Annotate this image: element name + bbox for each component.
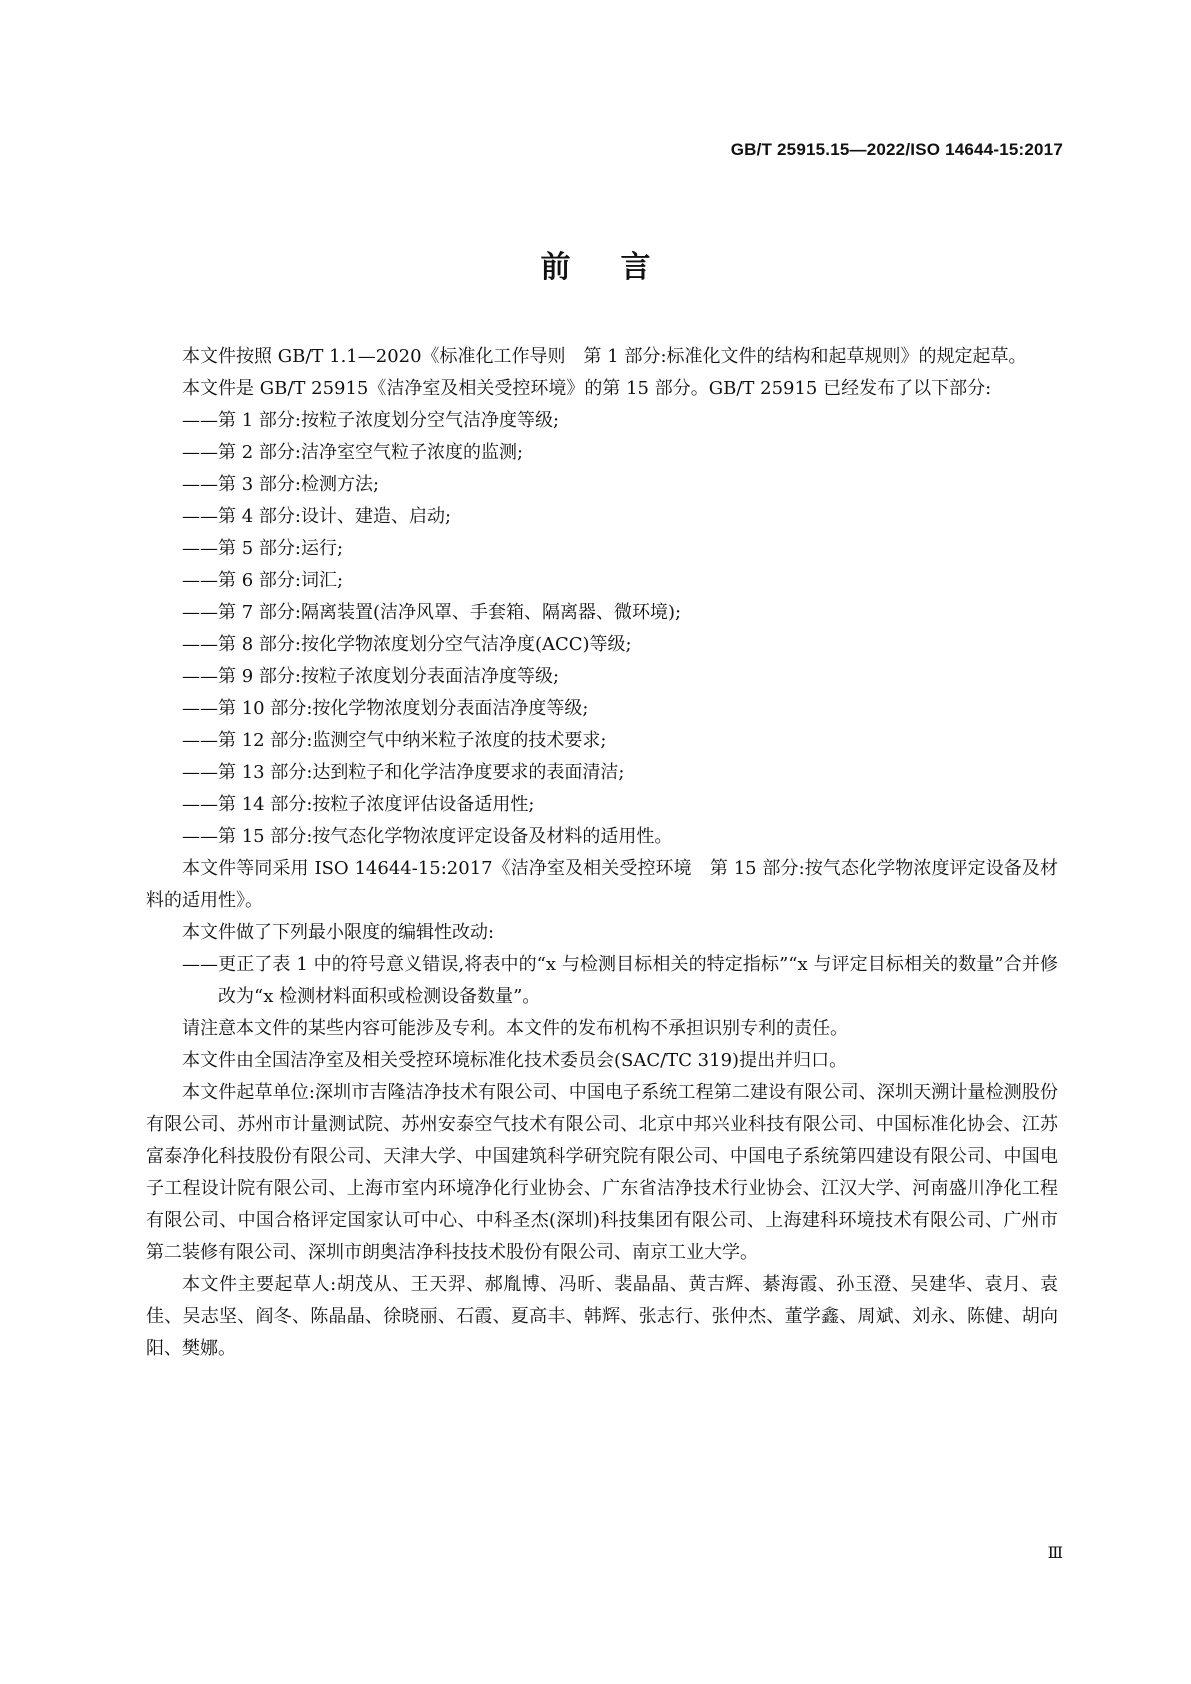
list-item: ——第 4 部分:设计、建造、启动; [182, 506, 452, 527]
list-item: ——第 12 部分:监测空气中纳米粒子浓度的技术要求; [182, 730, 607, 751]
standard-code-header: GB/T 25915.15—2022/ISO 14644-15:2017 [730, 140, 1063, 159]
page-title: 前言 [540, 250, 701, 285]
list-item: ——第 6 部分:词汇; [182, 570, 344, 591]
paragraph-equivalence: 本文件等同采用 ISO 14644-15:2017《洁净室及相关受控环境 第 15 部分:按气态化学物浓度评定设备及材料的适用性》。 [146, 858, 1058, 911]
parts-list [146, 405, 1058, 853]
list-item: ——第 14 部分:按粒子浓度评估设备适用性; [182, 794, 535, 815]
paragraph-editorial-changes: 本文件做了下列最小限度的编辑性改动: [182, 922, 495, 943]
paragraph-committee: 本文件由全国洁净室及相关受控环境标准化技术委员会(SAC/TC 319)提出并归口。 [182, 1050, 848, 1071]
paragraph-series-intro: 本文件是 GB/T 25915《洁净室及相关受控环境》的第 15 部分。GB/T 25915 已经发布了以下部分: [182, 378, 992, 399]
list-item: ——第 15 部分:按气态化学物浓度评定设备及材料的适用性。 [182, 826, 673, 847]
list-item: ——第 7 部分:隔离装置(洁净风罩、手套箱、隔离器、微环境); [182, 602, 682, 623]
paragraph-patent-notice: 请注意本文件的某些内容可能涉及专利。本文件的发布机构不承担识别专利的责任。 [182, 1018, 848, 1039]
list-item: ——第 8 部分:按化学物浓度划分空气洁净度(ACC)等级; [182, 634, 632, 655]
list-item: ——更正了表 1 中的符号意义错误,将表中的“x 与检测目标相关的特定指标”“x 与评定目标相关的数量”合并修改为“x 检测材料面积或检测设备数量”。 [182, 954, 1058, 1007]
list-item: ——第 2 部分:洁净室空气粒子浓度的监测; [182, 442, 524, 463]
list-item: ——第 9 部分:按粒子浓度划分表面洁净度等级; [182, 666, 560, 687]
list-item: ——第 3 部分:检测方法; [182, 474, 380, 495]
changes-list [146, 949, 1058, 1013]
list-item: ——第 5 部分:运行; [182, 538, 344, 559]
foreword-body [146, 341, 1058, 1365]
list-item: ——第 13 部分:达到粒子和化学洁净度要求的表面清洁; [182, 762, 625, 783]
paragraph-drafters: 本文件主要起草人:胡茂从、王天羿、郝胤博、冯昕、裴晶晶、黄吉辉、綦海霞、孙玉澄、吴建华、袁月、袁佳、吴志坚、阎冬、陈晶晶、徐晓丽、石霞、夏高丰、韩辉、张志行、张仲杰、董学鑫、周斌、刘永、陈健、胡向阳、樊娜。 [146, 1274, 1058, 1359]
list-item: ——第 10 部分:按化学物浓度划分表面洁净度等级; [182, 698, 589, 719]
page-number: Ⅲ [1047, 1543, 1063, 1562]
list-item: ——第 1 部分:按粒子浓度划分空气洁净度等级; [182, 410, 560, 431]
paragraph-drafting-units: 本文件起草单位:深圳市吉隆洁净技术有限公司、中国电子系统工程第二建设有限公司、深圳天溯计量检测股份有限公司、苏州市计量测试院、苏州安泰空气技术有限公司、北京中邦兴业科技有限公司、中国标准化协会、江苏富泰净化科技股份有限公司、天津大学、中国建筑科学研究院有限公司、中国电子系统第四建设有限公司、中国电子工程设计院有限公司、上海市室内环境净化行业协会、广东省洁净技术行业协会、江汉大学、河南盛川净化工程有限公司、中国合格评定国家认可中心、中科圣杰(深圳)科技集团有限公司、上海建科环境技术有限公司、广州市第二装修有限公司、深圳市朗奥洁净科技技术股份有限公司、南京工业大学。 [146, 1082, 1058, 1263]
paragraph-drafting-rules: 本文件按照 GB/T 1.1—2020《标准化工作导则 第 1 部分:标准化文件的结构和起草规则》的规定起草。 [182, 346, 1027, 367]
